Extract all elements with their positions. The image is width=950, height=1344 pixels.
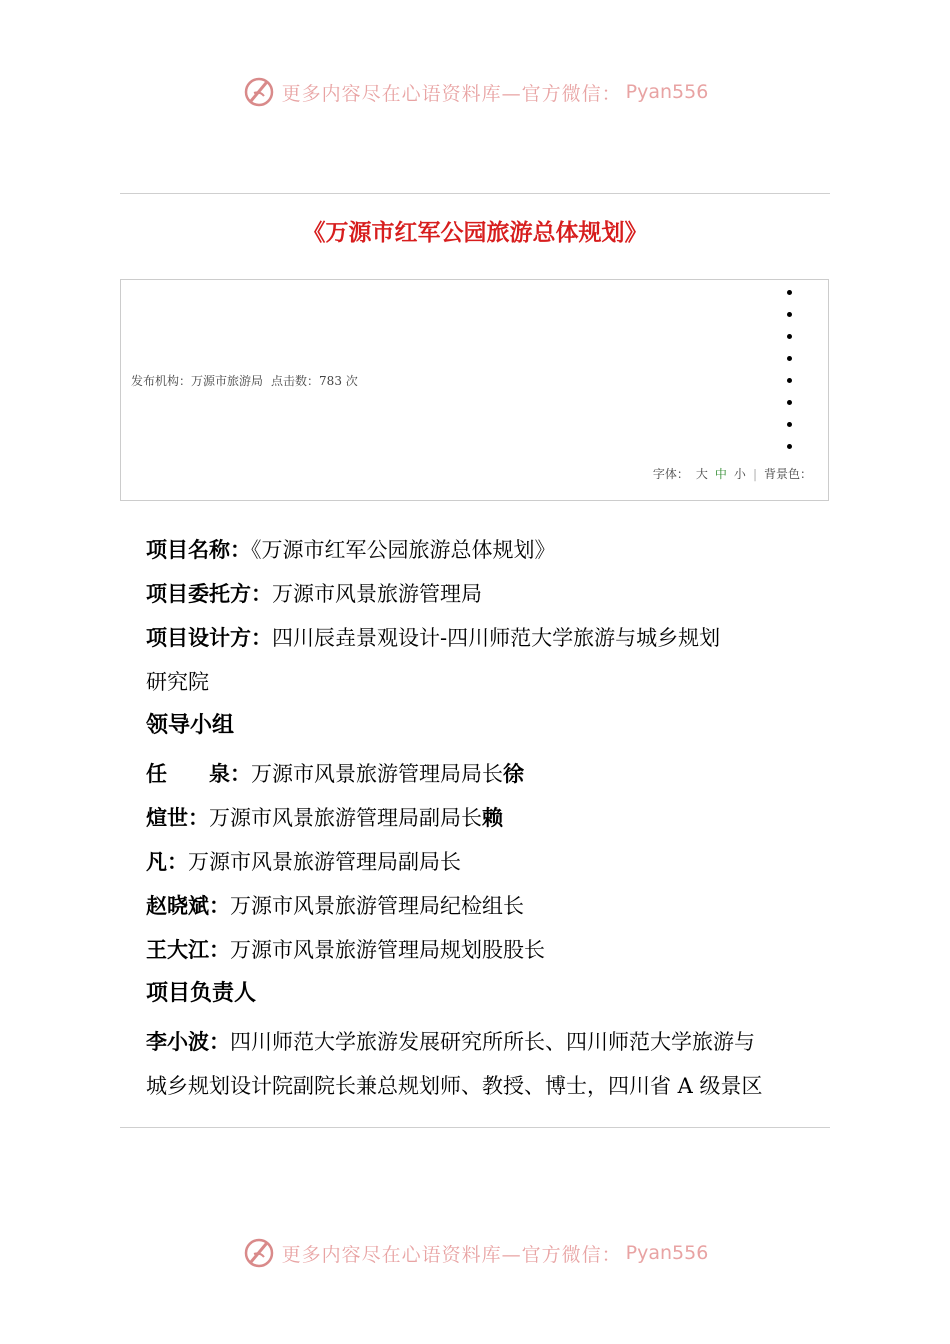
font-small-button[interactable]: 小 (733, 467, 746, 481)
publisher-value: 万源市旅游局 (191, 374, 264, 388)
leader-title: 万源市风景旅游管理局局长 (251, 762, 503, 786)
article-body (146, 528, 816, 1108)
publisher-field (131, 372, 263, 389)
project-designer-line-2: 研究院 (146, 670, 209, 694)
responsible-line-2: 城乡规划设计院副院长兼总规划师、教授、博士，四川省 A 级景区 (146, 1074, 763, 1098)
article-info-box (120, 279, 829, 501)
font-medium-button[interactable]: 中 (714, 467, 727, 481)
bullet-dot-icon (787, 400, 792, 405)
project-name-label: 项目名称： (146, 538, 251, 562)
banner-wechat-id: Pyan556 (625, 1242, 709, 1264)
banner-wechat-id: Pyan556 (625, 81, 709, 103)
banner-text: 更多内容尽在心语资料库—官方微信： (281, 1243, 622, 1266)
leader-tail: 赖 (482, 806, 503, 830)
responsible-heading: 项目负责人 (146, 981, 257, 1006)
page-title: 《万源市红军公园旅游总体规划》 (302, 220, 648, 246)
bullet-dot-icon (787, 290, 792, 295)
banner-text: 更多内容尽在心语资料库—官方微信： (281, 82, 622, 105)
article-meta (131, 372, 358, 389)
clicks-unit: 次 (345, 374, 358, 388)
font-size-label: 字体： (652, 467, 689, 481)
project-name-line (146, 528, 816, 572)
leader-row (146, 796, 816, 840)
bottom-divider (120, 1127, 830, 1128)
project-client-line (146, 572, 816, 616)
clicks-field (271, 372, 358, 389)
leader-row (146, 752, 816, 796)
bullet-dot-icon (787, 378, 792, 383)
font-large-button[interactable]: 大 (695, 467, 708, 481)
leader-title: 万源市风景旅游管理局副局长 (209, 806, 482, 830)
font-size-tools (653, 465, 812, 482)
clicks-value: 783 (319, 374, 342, 388)
project-client-value: 万源市风景旅游管理局 (272, 582, 482, 606)
tools-separator: | (752, 466, 757, 481)
responsible-text: 四川师范大学旅游发展研究所所长、四川师范大学旅游与 (230, 1030, 755, 1054)
project-designer-label: 项目设计方： (146, 626, 272, 650)
leader-label: 任 泉： (146, 762, 251, 786)
leader-title: 万源市风景旅游管理局规划股股长 (230, 938, 545, 962)
leadership-heading: 领导小组 (146, 713, 235, 738)
leader-label: 赵晓斌： (146, 894, 230, 918)
leader-row (146, 928, 816, 972)
clicks-label: 点击数： (271, 374, 320, 388)
bullet-dot-icon (787, 422, 792, 427)
leader-row (146, 884, 816, 928)
leader-label: 煊世： (146, 806, 209, 830)
footer-banner (0, 1233, 950, 1273)
header-banner (0, 72, 950, 112)
top-divider (120, 193, 830, 194)
brush-logo-icon (242, 75, 276, 109)
responsible-label: 李小波： (146, 1030, 230, 1054)
leader-title: 万源市风景旅游管理局副局长 (188, 850, 461, 874)
toolbar-bullet-list (787, 282, 792, 466)
leader-tail: 徐 (503, 762, 524, 786)
bullet-dot-icon (787, 334, 792, 339)
project-name-value: 《万源市红军公园旅游总体规划》 (251, 538, 556, 562)
project-designer-line (146, 616, 816, 660)
leader-label: 凡： (146, 850, 188, 874)
leader-row (146, 840, 816, 884)
bullet-dot-icon (787, 312, 792, 317)
responsible-line (146, 1020, 816, 1064)
bullet-dot-icon (787, 356, 792, 361)
leader-label: 王大江： (146, 938, 230, 962)
bullet-dot-icon (787, 444, 792, 449)
project-designer-value: 四川辰垚景观设计-四川师范大学旅游与城乡规划 (272, 626, 721, 650)
project-client-label: 项目委托方： (146, 582, 272, 606)
brush-logo-icon (242, 1236, 276, 1270)
leader-title: 万源市风景旅游管理局纪检组长 (230, 894, 524, 918)
publisher-label: 发布机构： (131, 374, 192, 388)
background-color-button[interactable]: 背景色： (763, 467, 812, 481)
